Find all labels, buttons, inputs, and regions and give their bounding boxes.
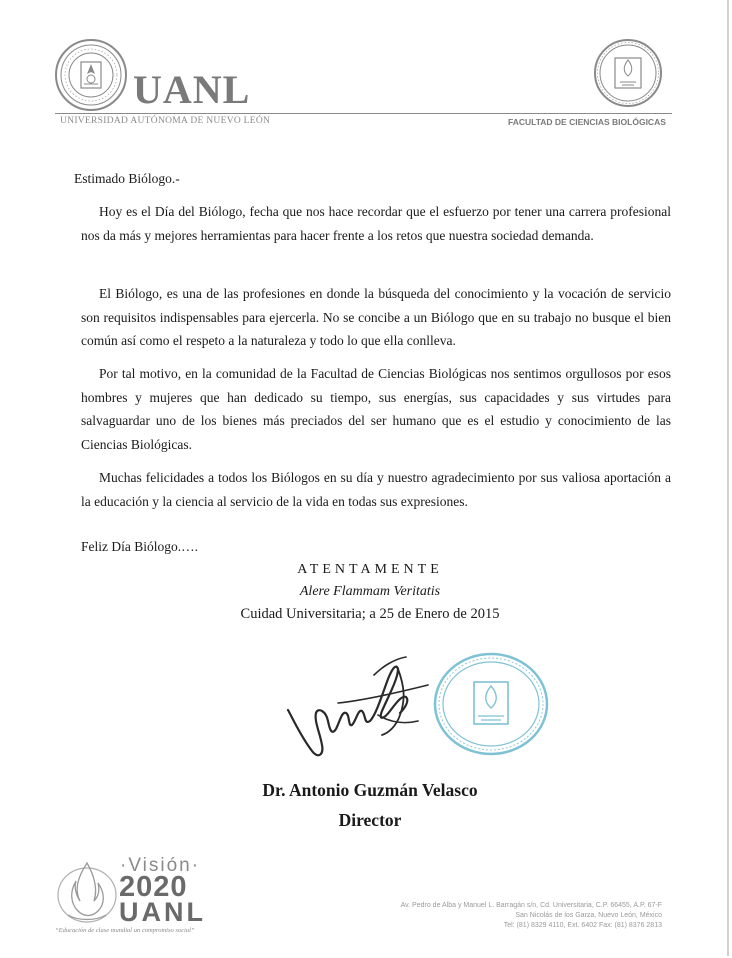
paragraph-4: Muchas felicidades a todos los Biólogos en su día y nuestro agradecimiento por sus valiosa aportación a la educación y la ciencia al servicio de la vida en todas sus expresiones. [81,470,671,509]
university-name: UNIVERSIDAD AUTÓNOMA DE NUEVO LEÓN [60,116,271,126]
faculty-name: FACULTAD DE CIENCIAS BIOLÓGICAS [508,117,666,127]
paragraph-3: Por tal motivo, en la comunidad de la Facultad de Ciencias Biológicas nos sentimos orgullosos por esos hombres y mujeres que han dedicado su tiempo, sus energías, sus capacidades y sus virtudes para salvaguardar uno de los bienes más preciados del ser humano que es el estudio y conocimiento de las Ciencias Biológicas. [81,366,671,452]
signature-icon [278,655,438,765]
address-line-3: Tel: (81) 8329 4110, Ext. 6402 Fax: (81) 8376 2813 [503,922,662,929]
vision-slogan: “Educación de clase mundial un compromiso social” [55,927,195,934]
university-motto: Alere Flammam Veritatis [299,584,441,599]
paragraph-2: El Biólogo, es una de las profesiones en donde la búsqueda del conocimiento y la vocación de servicio son requisitos indispensables para ejercerla. No se concibe a un Biólogo que en su trabajo no busque el bien común así como el respeto a la naturaleza y todo lo que ella conlleva. [81,286,671,348]
paragraph-1: Hoy es el Día del Biólogo, fecha que nos hace recordar que el esfuerzo por tener una carrera profesional nos da más y mejores herramientas para hacer frente a los retos que nuestra sociedad demanda. [81,204,671,243]
vision-year: 2020 [119,871,188,903]
header-rule [55,113,672,114]
flame-logo-icon [56,857,118,925]
vision-title: ·Visión· [120,855,201,876]
uanl-seal-icon [54,38,128,112]
address-line-1: Av. Pedro de Alba y Manuel L. Barragán s/n, Cd. Universitaria, C.P. 66455, A.P. 67-F [400,902,662,909]
address-line-2: San Nicolás de los Garza, Nuevo León, México [515,912,662,919]
faculty-seal-icon [593,38,663,108]
signer-title: Director [338,810,402,830]
closing-line: Feliz Día Biólogo.…. [81,539,198,554]
vision-uanl: UANL [119,897,206,927]
atentamente-label: ATENTAMENTE [297,562,443,577]
signer-name: Dr. Antonio Guzmán Velasco [262,780,478,800]
greeting: Estimado Biólogo.- [74,171,180,186]
place-date: Cuidad Universitaria; a 25 de Enero de 2015 [240,606,500,622]
uanl-brand: UANL [133,67,251,112]
official-stamp-icon [432,652,550,756]
